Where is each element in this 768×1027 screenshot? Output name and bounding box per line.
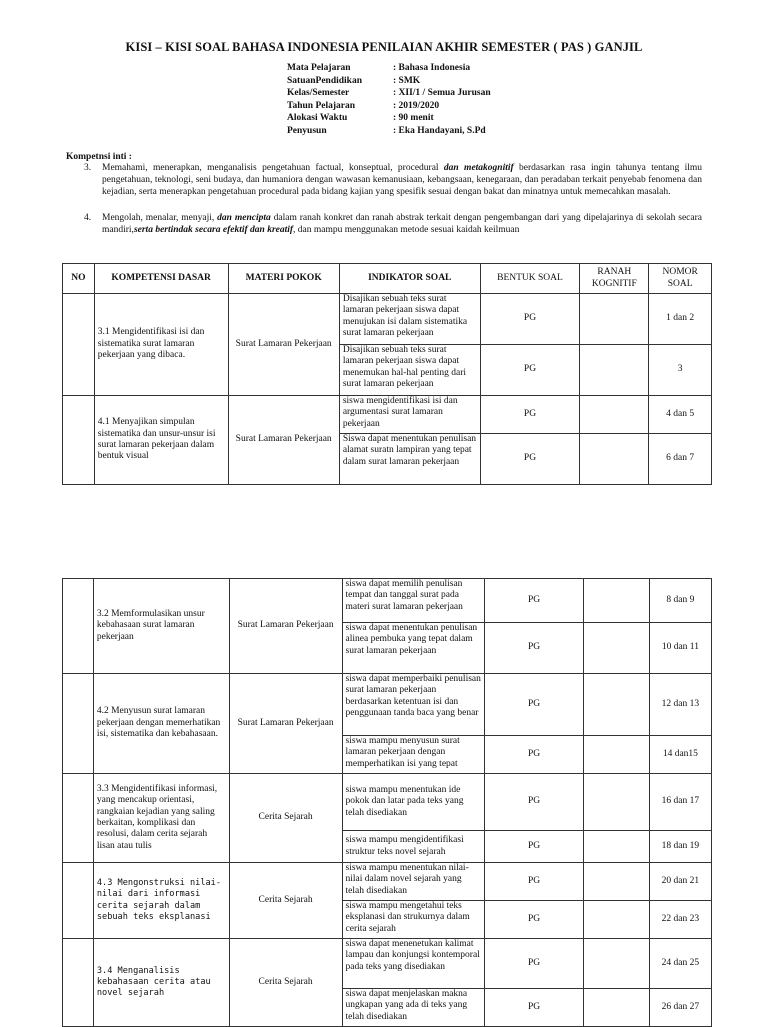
cell-ranah-kognitif — [584, 674, 650, 736]
list-number: 3. — [84, 163, 92, 173]
cell-indikator: siswa mampu mengidentifikasi struktur teks novel sejarah — [342, 831, 485, 863]
cell-nomor-soal: 16 dan 17 — [649, 774, 711, 831]
cell-nomor-soal: 10 dan 11 — [649, 623, 711, 674]
meta-label: Kelas/Semester — [287, 88, 350, 98]
kisi-table-page-1 — [62, 263, 712, 485]
cell-kompetensi-dasar: 3.3 Mengidentifikasi informasi, yang mencakup orientasi, rangkaian kejadian yang saling berkaitan, komplikasi dan resolusi, dalam cerita sejarah lisan atau tulis — [93, 774, 229, 863]
cell-indikator: siswa mampu menentukan ide pokok dan latar pada teks yang telah disediakan — [342, 774, 485, 831]
kompetensi-inti-3 — [66, 162, 702, 199]
cell-ranah-kognitif — [584, 989, 650, 1027]
cell-ranah-kognitif — [584, 736, 650, 774]
header-ranah-kognitif: RANAH KOGNITIF — [580, 264, 649, 294]
cell-ranah-kognitif — [584, 579, 650, 623]
header-bentuk-soal: BENTUK SOAL — [480, 264, 580, 294]
ki-emphasis: dan mencipta — [217, 213, 271, 223]
cell-nomor-soal: 1 dan 2 — [649, 294, 712, 345]
header-nomor-soal: NOMOR SOAL — [649, 264, 712, 294]
table-row — [63, 774, 712, 831]
meta-value: : 90 menit — [393, 113, 434, 123]
cell-indikator: siswa dapat menjelaskan makna ungkapan yang ada di teks yang telah disediakan — [342, 989, 485, 1027]
cell-no — [63, 674, 94, 774]
cell-ranah-kognitif — [580, 434, 649, 485]
cell-materi-pokok: Cerita Sejarah — [229, 774, 342, 863]
meta-value: : 2019/2020 — [393, 100, 440, 111]
meta-label: SatuanPendidikan — [287, 75, 362, 86]
cell-indikator: siswa mampu menyusun surat lamaran pekerjaan dengan memperhatikan isi yang tepat — [342, 736, 485, 774]
cell-kompetensi-dasar: 3.1 Mengidentifikasi isi dan sistematika surat lamaran pekerjaan yang dibaca. — [94, 294, 228, 396]
list-number: 4. — [84, 213, 92, 223]
cell-bentuk-soal: PG — [485, 579, 584, 623]
header-indikator-soal: INDIKATOR SOAL — [339, 264, 480, 294]
header-kompetensi-dasar: KOMPETENSI DASAR — [94, 264, 228, 294]
cell-ranah-kognitif — [584, 939, 650, 989]
meta-value: : SMK — [393, 75, 421, 86]
cell-nomor-soal: 26 dan 27 — [649, 989, 711, 1027]
kompetensi-inti-heading: Kompetnsi inti : — [66, 152, 132, 162]
cell-materi-pokok: Cerita Sejarah — [229, 939, 342, 1027]
cell-nomor-soal: 22 dan 23 — [649, 901, 711, 939]
cell-bentuk-soal: PG — [485, 831, 584, 863]
cell-nomor-soal: 20 dan 21 — [649, 863, 711, 901]
table-row — [63, 294, 712, 345]
cell-bentuk-soal: PG — [485, 774, 584, 831]
table-row — [63, 579, 712, 623]
cell-nomor-soal: 4 dan 5 — [649, 396, 712, 434]
header-no: NO — [63, 264, 95, 294]
cell-bentuk-soal: PG — [485, 901, 584, 939]
cell-ranah-kognitif — [580, 396, 649, 434]
ki-text-part: Memahami, menerapkan, menganalisis pengetahuan factual, konseptual, procedural — [102, 163, 444, 173]
cell-ranah-kognitif — [580, 345, 649, 396]
meta-row — [287, 75, 491, 88]
cell-nomor-soal: 3 — [649, 345, 712, 396]
cell-kompetensi-dasar: 4.3 Mengonstruksi nilai-nilai dari informasi cerita sejarah dalam sebuah teks eksplanasi — [93, 863, 229, 939]
kompetensi-inti-4 — [66, 212, 702, 236]
cell-no — [63, 774, 94, 863]
ki-text — [102, 212, 702, 236]
cell-no — [63, 396, 95, 485]
table-row — [63, 674, 712, 736]
cell-materi-pokok: Surat Lamaran Pekerjaan — [229, 674, 342, 774]
cell-kompetensi-dasar: 4.2 Menyusun surat lamaran pekerjaan dengan memerhatikan isi, sistematika dan kebahasaan. — [93, 674, 229, 774]
cell-bentuk-soal: PG — [485, 674, 584, 736]
cell-ranah-kognitif — [584, 831, 650, 863]
cell-nomor-soal: 14 dan15 — [649, 736, 711, 774]
cell-kompetensi-dasar: 3.2 Memformulasikan unsur kebahasaan surat lamaran pekerjaan — [93, 579, 229, 674]
meta-value: : XII/1 / Semua Jurusan — [393, 88, 491, 98]
cell-bentuk-soal: PG — [485, 623, 584, 674]
cell-ranah-kognitif — [584, 774, 650, 831]
cell-indikator: siswa dapat menentukan penulisan alinea pembuka yang tepat dalam surat lamaran pekerjaan — [342, 623, 485, 674]
header-materi-pokok: MATERI POKOK — [228, 264, 339, 294]
table-header-row — [63, 264, 712, 294]
ki-text-part: berdasarkan rasa ingin tahunya tentang ilmu pengetahuan, teknologi, seni budaya, dan humaniora dengan wawasan kemanusiaan, kebangsaan, kenegaraan, dan peradaban terkait penyebab fenomena dan kejadian, serta menerapkan pengetahuan procedural pada bidang kajian yang spesifik sesuai dengan bakat dan minatnya untuk memecahkan masalah. — [102, 163, 702, 198]
ki-text — [102, 162, 702, 199]
cell-materi-pokok: Cerita Sejarah — [229, 863, 342, 939]
cell-bentuk-soal: PG — [485, 939, 584, 989]
cell-bentuk-soal: PG — [480, 345, 580, 396]
ki-text-part: Mengolah, menalar, menyaji, — [102, 213, 218, 223]
cell-bentuk-soal: PG — [480, 294, 580, 345]
cell-bentuk-soal: PG — [485, 863, 584, 901]
ki-emphasis: dan metakognitif — [443, 163, 514, 173]
cell-ranah-kognitif — [584, 863, 650, 901]
cell-indikator: siswa mengidentifikasi isi dan argumentasi surat lamaran pekerjaan — [339, 396, 480, 434]
cell-ranah-kognitif — [584, 901, 650, 939]
cell-bentuk-soal: PG — [480, 434, 580, 485]
meta-row — [287, 112, 491, 125]
cell-ranah-kognitif — [584, 623, 650, 674]
meta-row — [287, 87, 491, 100]
cell-kompetensi-dasar: 4.1 Menyajikan simpulan sistematika dan unsur-unsur isi surat lamaran pekerjaan dalam bentuk visual — [94, 396, 228, 485]
cell-bentuk-soal: PG — [485, 736, 584, 774]
cell-indikator: siswa dapat memilih penulisan tempat dan tanggal surat pada materi surat lamaran pekerjaan — [342, 579, 485, 623]
meta-value: : Eka Handayani, S.Pd — [393, 125, 486, 136]
cell-ranah-kognitif — [580, 294, 649, 345]
cell-no — [63, 939, 94, 1027]
table-row — [63, 863, 712, 901]
kisi-table-page-2 — [62, 578, 712, 1027]
ki-emphasis: serta bertindak secara efektif dan kreatif — [133, 225, 294, 236]
cell-nomor-soal: 8 dan 9 — [649, 579, 711, 623]
cell-indikator: Disajikan sebuah teks surat lamaran pekerjaan siswa dapat menemukan hal-hal penting dari surat lamaran pekerjaan — [339, 345, 480, 396]
table-row — [63, 396, 712, 434]
table-row — [63, 939, 712, 989]
meta-row — [287, 100, 491, 113]
meta-block — [287, 62, 491, 137]
cell-no — [63, 863, 94, 939]
cell-bentuk-soal: PG — [480, 396, 580, 434]
cell-nomor-soal: 24 dan 25 — [649, 939, 711, 989]
meta-label: Penyusun — [287, 125, 327, 136]
cell-indikator: Disajikan sebuah teks surat lamaran pekerjaan siswa dapat menujukan isi dalam sistematika surat lamaran pekerjaan — [339, 294, 480, 345]
cell-nomor-soal: 12 dan 13 — [649, 674, 711, 736]
meta-value: : Bahasa Indonesia — [393, 63, 471, 73]
cell-bentuk-soal: PG — [485, 989, 584, 1027]
cell-nomor-soal: 6 dan 7 — [649, 434, 712, 485]
cell-nomor-soal: 18 dan 19 — [649, 831, 711, 863]
meta-row — [287, 125, 491, 138]
cell-materi-pokok: Surat Lamaran Pekerjaan — [228, 396, 339, 485]
ki-text-part: dalam ranah konkret dan ranah abstrak terkait dengan pengembangan dari yang dipelajarinya di sekolah secara mandiri, — [102, 213, 702, 236]
ki-text-part: , dan mampu menggunakan metode sesuai kaidah keilmuan — [293, 225, 520, 236]
meta-label: Alokasi Waktu — [287, 113, 348, 123]
cell-materi-pokok: Surat Lamaran Pekerjaan — [229, 579, 342, 674]
meta-label: Mata Pelajaran — [287, 63, 351, 73]
cell-kompetensi-dasar: 3.4 Menganalisis kebahasaan cerita atau novel sejarah — [93, 939, 229, 1027]
cell-indikator: siswa dapat menenetukan kalimat lampau dan konjungsi kontemporal pada teks yang disediakan — [342, 939, 485, 989]
cell-no — [63, 579, 94, 674]
cell-indikator: siswa mampu mengetahui teks eksplanasi dan strukurnya dalam cerita sejarah — [342, 901, 485, 939]
meta-row — [287, 62, 491, 75]
cell-indikator: siswa dapat memperbaiki penulisan surat lamaran pekerjaan berdasarkan ketentuan isi dan penggunaan tanda baca yang benar — [342, 674, 485, 736]
cell-indikator: siswa mampu menentukan nilai-nilai dalam novel sejarah yang telah disediakan — [342, 863, 485, 901]
document-title: KISI – KISI SOAL BAHASA INDONESIA PENILAIAN AKHIR SEMESTER ( PAS ) GANJIL — [125, 40, 643, 54]
cell-no — [63, 294, 95, 396]
cell-materi-pokok: Surat Lamaran Pekerjaan — [228, 294, 339, 396]
meta-label: Tahun Pelajaran — [287, 100, 356, 111]
cell-indikator: Siswa dapat menentukan penulisan alamat suratn lampiran yang tepat dalam surat lamaran pekerjaan — [339, 434, 480, 485]
